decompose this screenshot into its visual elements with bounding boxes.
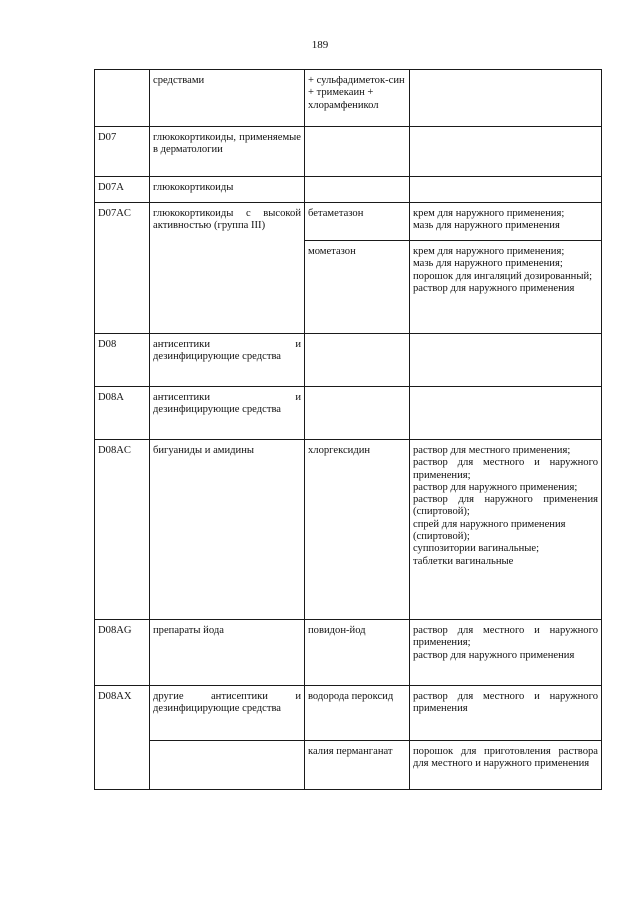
table-row xyxy=(95,741,602,790)
dosage-form-item: спрей для наружного применения (спиртовой); xyxy=(413,518,566,543)
atc-code-cell: D07AC xyxy=(95,203,150,334)
dosage-form-cell xyxy=(410,387,602,440)
dosage-form-item: раствор для местного применения; xyxy=(413,445,571,456)
table-row xyxy=(95,177,602,203)
atc-code-cell: D08AX xyxy=(95,686,150,790)
drug-name-cell xyxy=(305,177,410,203)
dosage-form-cell xyxy=(410,620,602,686)
group-name-cell: глюкокортикоиды, применяемые в дерматологии xyxy=(150,127,305,177)
drug-name-cell: + сульфадиметок-син + тримекаин + хлорамфеникол xyxy=(305,70,410,127)
dosage-form-item: крем для наружного применения; xyxy=(413,208,565,219)
dosage-form-cell xyxy=(410,686,602,741)
dosage-form-item: суппозитории вагинальные; xyxy=(413,543,540,555)
group-name-cell: глюкокортикоиды с высокой активностью (группа III) xyxy=(150,203,305,334)
atc-code-cell: D08AG xyxy=(95,620,150,686)
dosage-form-cell xyxy=(410,127,602,177)
drug-name-cell: хлоргексидин xyxy=(305,440,410,620)
dosage-form-item: раствор для местного и наружного применения; xyxy=(413,457,598,481)
dosage-form-item: порошок для приготовления раствора для местного и наружного применения xyxy=(413,746,598,770)
group-name-cell: средствами xyxy=(150,70,305,127)
table-row xyxy=(95,686,602,741)
drug-name-cell: повидон-йод xyxy=(305,620,410,686)
table-row xyxy=(95,440,602,620)
dosage-form-cell xyxy=(410,440,602,620)
table-row xyxy=(95,203,602,241)
dosage-form-item: раствор для наружного применения xyxy=(413,649,575,661)
group-name-cell: антисептики и дезинфицирующие средства xyxy=(150,334,305,387)
atc-code-cell xyxy=(95,70,150,127)
atc-code-cell: D08AC xyxy=(95,440,150,620)
group-name-cell: другие антисептики и дезинфицирующие средства xyxy=(150,686,305,741)
dosage-form-cell xyxy=(410,177,602,203)
drug-classification-table xyxy=(94,69,602,790)
group-name-cell: препараты йода xyxy=(150,620,305,686)
drug-name-cell: мометазон xyxy=(305,241,410,334)
drug-name-cell: бетаметазон xyxy=(305,203,410,241)
group-name-cell: глюкокортикоиды xyxy=(150,177,305,203)
dosage-form-item: раствор для местного и наружного применения; xyxy=(413,625,598,649)
dosage-form-cell xyxy=(410,741,602,790)
dosage-form-item: раствор для наружного применения (спиртовой); xyxy=(413,494,598,518)
group-name-cell: антисептики и дезинфицирующие средства xyxy=(150,387,305,440)
drug-name-cell xyxy=(305,334,410,387)
dosage-form-cell xyxy=(410,70,602,127)
atc-code-cell: D07 xyxy=(95,127,150,177)
group-name-cell xyxy=(150,741,305,790)
dosage-form-item: таблетки вагинальные xyxy=(413,555,514,567)
table-row xyxy=(95,334,602,387)
table-row xyxy=(95,387,602,440)
table-row xyxy=(95,620,602,686)
dosage-form-item: раствор для наружного применения; xyxy=(413,481,578,493)
dosage-form-cell xyxy=(410,203,602,241)
dosage-form-item: порошок для ингаляций дозированный; xyxy=(413,270,593,282)
dosage-form-item: крем для наружного применения; xyxy=(413,246,565,257)
dosage-form-cell xyxy=(410,241,602,334)
dosage-form-item: мазь для наружного применения; xyxy=(413,258,563,270)
table-row xyxy=(95,70,602,127)
dosage-form-cell xyxy=(410,334,602,387)
table-row xyxy=(95,127,602,177)
drug-name-cell: водорода пероксид xyxy=(305,686,410,741)
drug-name-cell xyxy=(305,127,410,177)
drug-name-cell: калия перманганат xyxy=(305,741,410,790)
group-name-cell: бигуаниды и амидины xyxy=(150,440,305,620)
drug-name-cell xyxy=(305,387,410,440)
page-number: 189 xyxy=(311,39,329,51)
dosage-form-item: мазь для наружного применения xyxy=(413,220,560,232)
atc-code-cell: D07A xyxy=(95,177,150,203)
atc-code-cell: D08 xyxy=(95,334,150,387)
dosage-form-item: раствор для местного и наружного применения xyxy=(413,691,598,715)
dosage-form-item: раствор для наружного применения xyxy=(413,282,575,294)
atc-code-cell: D08A xyxy=(95,387,150,440)
